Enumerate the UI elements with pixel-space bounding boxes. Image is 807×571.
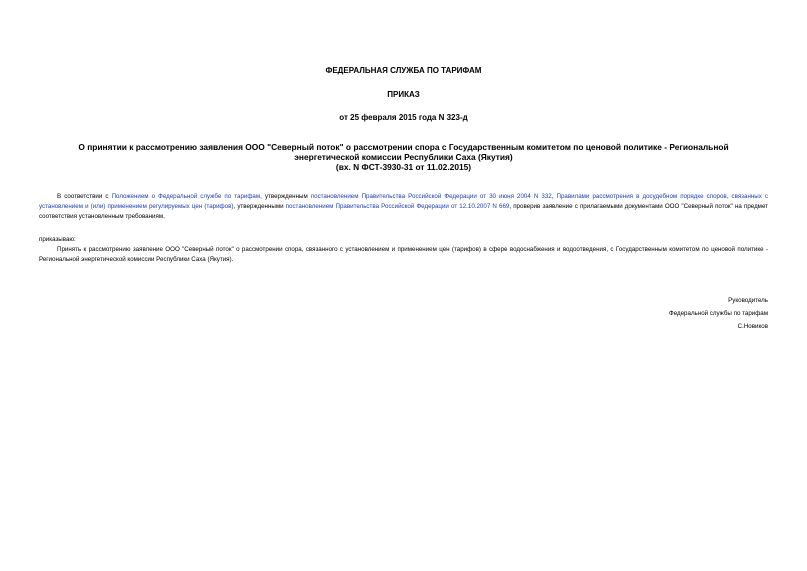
preamble-text-3: , xyxy=(551,193,557,200)
title-line-2: энергетической комиссии Республики Саха (Якутия) xyxy=(294,152,513,162)
link-government-decree-332[interactable]: постановлением Правительства Российской Федерации от 30 июня 2004 N 332 xyxy=(310,193,552,200)
link-fst-regulation[interactable]: Положением о Федеральной службе по тарифам xyxy=(111,193,261,200)
preamble-text-5: , проверив заявление с прилагаемыми документами ООО "Северный поток" на предмет соответствия установленным требованиям, xyxy=(39,203,769,220)
order-item: Принять к рассмотрению заявление ООО "Северный поток" о рассмотрении спора, связанного с установлением и применением цен (тарифов) в сфере водоснабжения и водоотведения, с Государственным комитетом по ценовой политике - Региональной энергетической комиссии Республики Саха (Якутия). xyxy=(39,246,768,263)
signature-name: С.Новиков xyxy=(737,323,768,330)
document-title xyxy=(52,142,755,172)
preamble-paragraph xyxy=(39,192,768,222)
title-line-1: О принятии к рассмотрению заявления ООО "Северный поток" о рассмотрении спора с Государственным комитетом по ценовой политике - Региональной xyxy=(78,142,729,152)
title-line-3: (вх. N ФСТ-3930-31 от 11.02.2015) xyxy=(335,162,472,172)
preamble-text-4: , утвержденными xyxy=(233,203,286,210)
document-date-number: от 25 февраля 2015 года N 323-д xyxy=(339,113,468,122)
signature-position: Руководитель xyxy=(728,297,768,304)
signature-organization: Федеральной службы по тарифам xyxy=(669,310,768,317)
link-dispute-rules[interactable]: Правилами рассмотрения в досудебном порядке споров, связанных с установлением и (или) применением регулируемых цен (тарифов) xyxy=(39,193,769,210)
order-word: приказываю: xyxy=(39,236,76,243)
document-type: ПРИКАЗ xyxy=(387,90,420,99)
preamble-text-1: В соответствии с xyxy=(57,193,112,200)
link-government-decree-669[interactable]: постановлением Правительства Российской Федерации от 12.10.2007 N 669 xyxy=(285,203,510,210)
signature-block xyxy=(508,294,768,333)
preamble-text-2: , утвержденным xyxy=(260,193,311,200)
agency-name: ФЕДЕРАЛЬНАЯ СЛУЖБА ПО ТАРИФАМ xyxy=(325,66,482,75)
